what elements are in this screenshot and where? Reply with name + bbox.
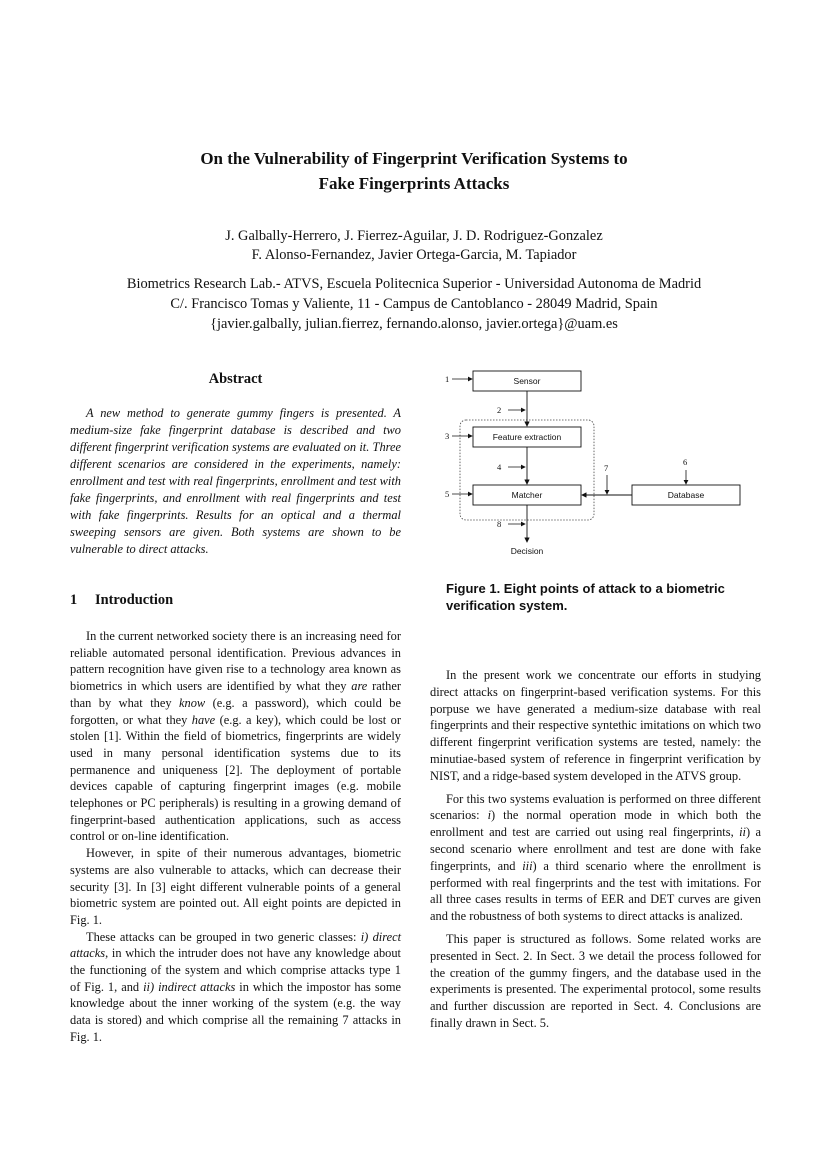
attack-point-7: 7 <box>604 463 609 473</box>
intro-p1-text-b: rather than by what they <box>70 679 401 710</box>
intro-p3-text-a: These attacks can be grouped in two generic classes: <box>86 929 361 944</box>
attack-point-4: 4 <box>497 462 502 472</box>
right-p2-emph-ii: ii <box>739 825 746 840</box>
attack-point-8: 8 <box>497 519 502 529</box>
intro-paragraph-2: However, in spite of their numerous advantages, biometric systems are also vulnerable to attacks, which can decrease their security [3]. In [3] eight different vulnerable points of a general biometric system are pointed out. All eight points are depicted in Fig. 1. <box>70 846 401 927</box>
right-p2-emph-i: i <box>487 808 492 823</box>
attack-point-3: 3 <box>445 431 450 441</box>
intro-p1-emph-have: have <box>191 712 216 727</box>
right-paragraph-1: In the present work we concentrate our efforts in studying direct attacks on fingerprint-based verification systems. For this porpuse we have generated a medium-size database with real fingerprints and their respective syntethic imitations on which two different fingerprint verification systems are tested, namely: the minutiae-based system of reference in fingerprint verification by NIST, and a ridge-based system developed in the ATVS group. <box>430 668 761 783</box>
intro-p1-text-d: (e.g. a key), which could be lost or stolen [1]. Within the field of biometrics, fingerprints are widely used in many personal identification systems due to its permanence and uniqueness [2]. The deployment of portable devices capable of capturing fingerprint images (e.g. mobile telephones or PC peripherals) is resulting in a growing demand of fingerprint-based authentication applications, such as access control or on-line identification. <box>70 712 401 844</box>
introduction-body <box>70 628 401 1046</box>
title-line-1: On the Vulnerability of Fingerprint Verification Systems to <box>200 149 628 168</box>
abstract-heading: Abstract <box>208 371 263 387</box>
intro-p3-text-b: , in which the intruder does not have any knowledge about the functioning of the system and which comprise attacks type 1 of Fig. 1, and <box>70 946 401 994</box>
intro-paragraph-3 <box>70 929 401 1046</box>
affiliation-line-2: C/. Francisco Tomas y Valiente, 11 - Campus de Cantoblanco - 28049 Madrid, Spain <box>170 296 658 312</box>
database-label: Database <box>667 490 705 500</box>
intro-p3-emph-indirect: ii) indirect attacks <box>143 979 236 994</box>
intro-paragraph-1 <box>70 628 401 845</box>
intro-p3-text-c: in which the impostor has some knowledge about the inner working of the system (e.g. the way data is stored) and which comprise all the remaining 7 attacks in Fig. 1. <box>70 979 401 1044</box>
intro-p1-emph-are: are <box>351 679 368 694</box>
author-list <box>0 227 828 265</box>
affiliation <box>0 274 828 334</box>
sensor-label: Sensor <box>513 376 541 386</box>
right-p2-emph-iii: iii <box>522 858 533 873</box>
feature-extraction-label: Feature extraction <box>492 432 562 442</box>
attack-point-1: 1 <box>445 374 450 384</box>
right-paragraph-3: This paper is structured as follows. Some related works are presented in Sect. 2. In Sect. 3 we detail the process followed for the creation of the gummy fingers, and the database used in the experiments is presented. The experimental protocol, some results and further discussion are reported in Sect. 4. Conclusions are finally drawn in Sect. 5. <box>430 931 761 1030</box>
attack-point-2: 2 <box>497 405 502 415</box>
decision-label: Decision <box>510 546 544 556</box>
right-p2-text-a: For this two systems evaluation is performed on three different scenarios: <box>430 791 761 823</box>
authors-line-1: J. Galbally-Herrero, J. Fierrez-Aguilar, J. D. Rodriguez-Gonzalez <box>225 228 603 244</box>
matcher-label: Matcher <box>511 490 543 500</box>
author-emails: {javier.galbally, julian.fierrez, fernando.alonso, javier.ortega}@uam.es <box>210 316 618 332</box>
right-paragraph-2 <box>430 791 761 925</box>
intro-p1-text-c: (e.g. a password), which could be forgotten, or what they <box>70 695 401 727</box>
attack-point-6: 6 <box>683 457 688 467</box>
right-p2-text-d: ) a third scenario where the enrollment is performed with real fingerprints and the test with imitations. For all three cases results in terms of EER and DET curves are given and the robustness of both systems to direct attacks is analized. <box>430 858 761 924</box>
section-number: 1 <box>70 592 78 608</box>
section-title: Introduction <box>95 592 174 608</box>
title-line-2: Fake Fingerprints Attacks <box>318 174 510 193</box>
abstract-text: A new method to generate gummy fingers is presented. A medium-size fake fingerprint database is described and two different fingerprint verification systems are evaluated on it. Three different scenarios are considered in the experiments, namely: enrollment and test with real fingerprints, enrollment and test with fake fingerprints, and enrollment with real fingerprints and test with fake fingerprints. Results for an optical and a thermal sweeping sensors are given. Both systems are shown to be vulnerable to direct attacks. <box>70 406 401 556</box>
section-heading-introduction <box>70 592 173 609</box>
affiliation-line-1: Biometrics Research Lab.- ATVS, Escuela Politecnica Superior - Universidad Autonoma de Madrid <box>126 276 702 292</box>
attack-point-5: 5 <box>445 489 450 499</box>
intro-p1-text-a: In the current networked society there is an increasing need for reliable automated personal identification. Previous advances in pattern recognition have given rise to a technology area known as biometrics in which users are identified by what they <box>70 629 401 694</box>
intro-p3-emph-direct: i) direct attacks <box>70 929 402 961</box>
right-p2-text-c: ) a second scenario where enrollment and test are done with fake fingerprints, and <box>430 825 761 873</box>
authors-line-2: F. Alonso-Fernandez, Javier Ortega-Garcia, M. Tapiador <box>251 247 577 263</box>
right-column-body <box>430 667 761 1032</box>
intro-p1-emph-know: know <box>179 695 206 710</box>
paper-title <box>0 146 828 196</box>
right-p2-text-b: ) the normal operation mode in which both the enrollment and test are carried out using real fingerprints, <box>430 808 761 840</box>
figure-1-caption: Figure 1. Eight points of attack to a biometric verification system. <box>446 581 725 613</box>
figure-1-diagram <box>430 365 770 565</box>
